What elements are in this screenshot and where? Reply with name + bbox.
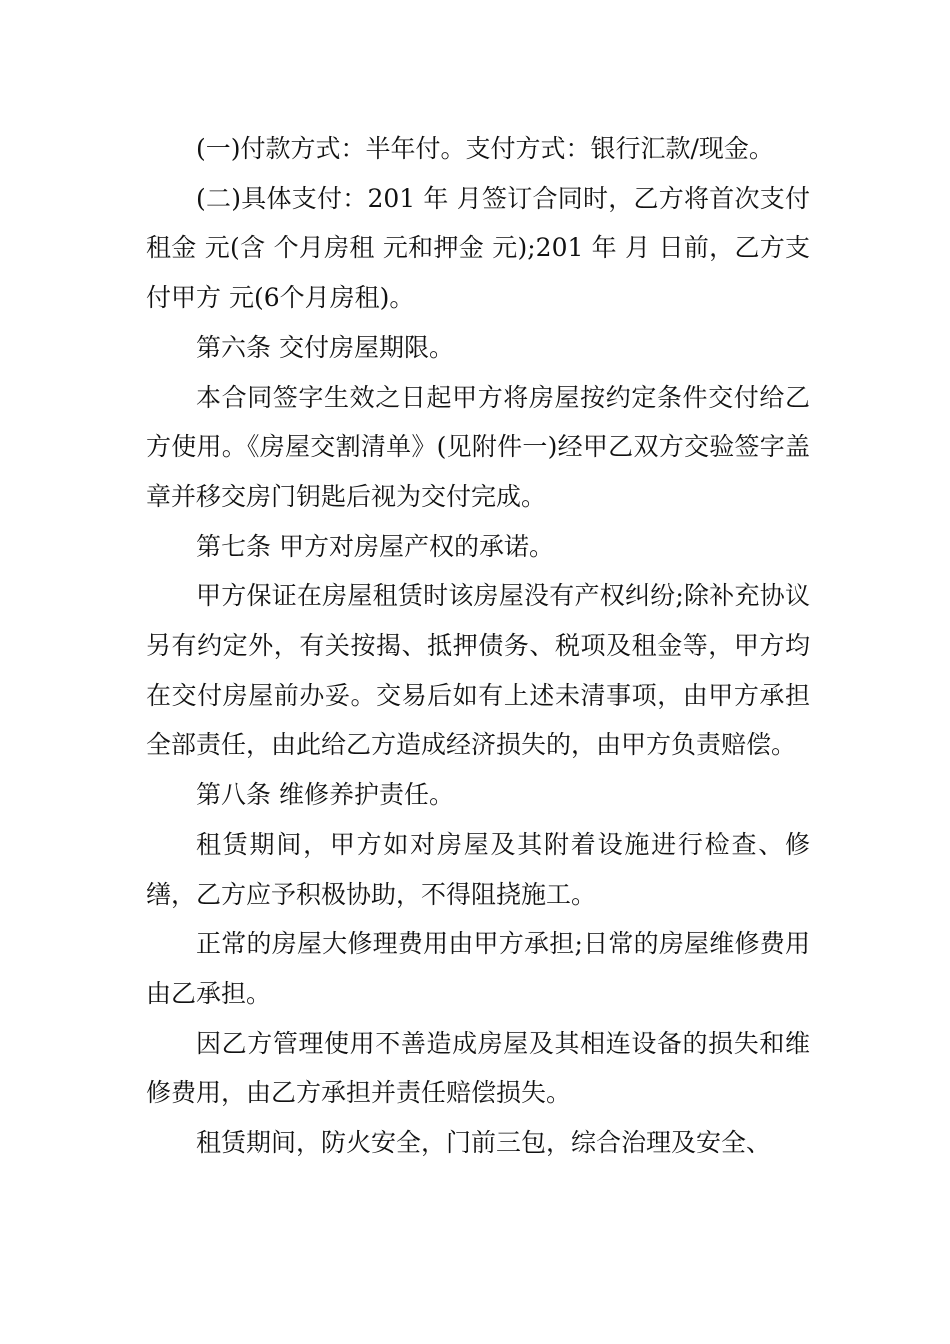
paragraph-repair-costs: 正常的房屋大修理费用由甲方承担;日常的房屋维修费用由乙承担。 [146,929,810,1008]
paragraph-inspection: 租赁期间，甲方如对房屋及其附着设施进行检查、修缮，乙方应予积极协助，不得阻挠施工。 [146,829,810,909]
paragraph-payment-schedule: (二)具体支付：201 年 月签订合同时，乙方将首次支付租金 元(含 个月房租 元和押金 元);201 年 月 日前，乙方支付甲方 元(6个月房租)。 [146,183,810,313]
document-body [146,124,810,1168]
paragraph-delivery: 本合同签字生效之日起甲方将房屋按约定条件交付给乙方使用。《房屋交割清单》(见附件一)经甲乙双方交验签字盖章并移交房门钥匙后视为交付完成。 [146,382,810,511]
heading-article-8: 第八条 维修养护责任。 [196,780,454,810]
paragraph-damage-liability: 因乙方管理使用不善造成房屋及其相连设备的损失和维修费用，由乙方承担并责任赔偿损失。 [146,1028,810,1108]
paragraph-payment-method: (一)付款方式：半年付。支付方式：银行汇款/现金。 [196,134,774,163]
heading-article-7: 第七条 甲方对房屋产权的承诺。 [196,531,554,561]
heading-article-6: 第六条 交付房屋期限。 [196,332,454,362]
paragraph-safety: 租赁期间，防火安全，门前三包，综合治理及安全、 [196,1128,772,1158]
paragraph-property-rights: 甲方保证在房屋租赁时该房屋没有产权纠纷;除补充协议另有约定外，有关按揭、抵押债务、税项及租金等，甲方均在交付房屋前办妥。交易后如有上述未清事项，由甲方承担全部责任，由此给乙方造成经济损失的，由甲方负责赔偿。 [146,581,810,760]
